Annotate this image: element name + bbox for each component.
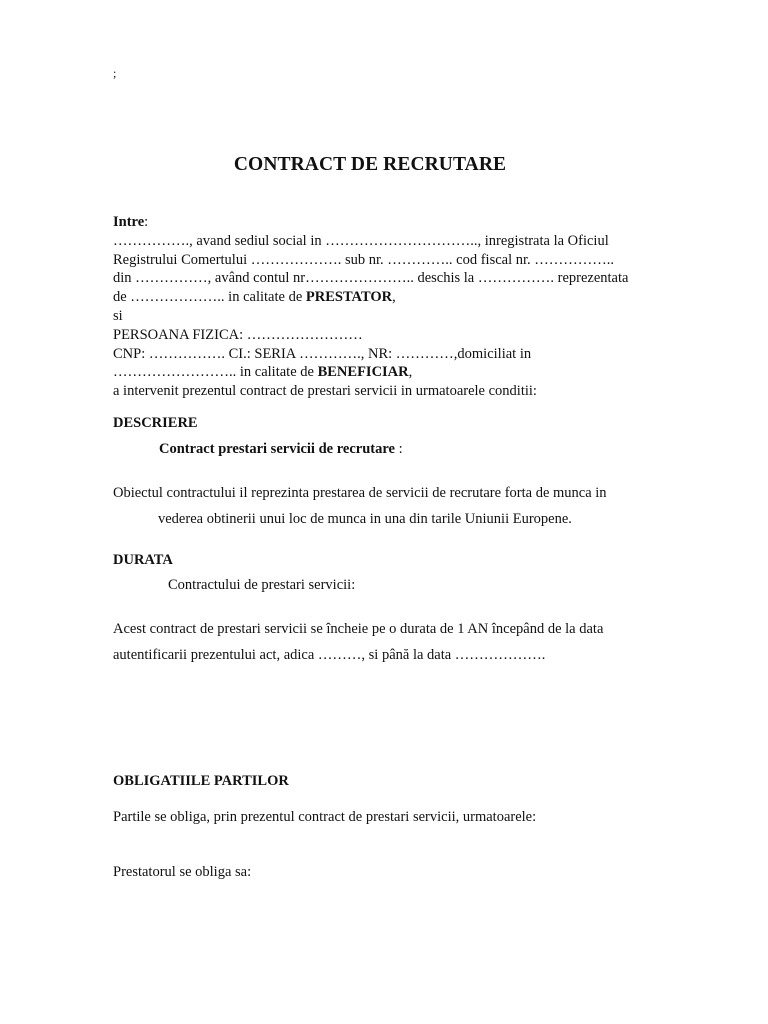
descriere-subheading: [159, 441, 403, 458]
document-title: CONTRACT DE RECRUTARE: [233, 154, 507, 175]
parties-line-3: din ……………, având contul nr………………….. deschis la ……………. reprezentata: [113, 270, 629, 287]
parties-line-1: ……………., avand sediul social in ………………………….., inregistrata la Oficiul: [113, 232, 609, 249]
stray-semicolon: ;: [113, 66, 117, 80]
descriere-heading: DESCRIERE: [113, 415, 198, 431]
parties-line-4-comma: ,: [392, 289, 396, 306]
durata-heading: DURATA: [113, 552, 173, 568]
prestator-obligations-intro: Prestatorul se obliga sa:: [113, 864, 252, 880]
parties-line-5: si: [113, 307, 123, 324]
obligatii-heading: OBLIGATIILE PARTILOR: [113, 773, 289, 789]
descriere-paragraph-line-1: Obiectul contractului il reprezinta prestarea de servicii de recrutare forta de munca in: [113, 485, 607, 501]
intro-colon: :: [144, 214, 149, 230]
parties-line-7: CNP: ……………. CI.: SERIA …………., NR: …………,domiciliat in: [113, 345, 532, 362]
parties-line-8: [113, 363, 628, 382]
durata-paragraph-line-2: autentificarii prezentului act, adica ………, si până la data ……………….: [113, 647, 546, 663]
obligatii-paragraph: Partile se obliga, prin prezentul contract de prestari servicii, urmatoarele:: [113, 809, 537, 825]
durata-subheading: Contractului de prestari servicii:: [168, 577, 356, 593]
descriere-paragraph-line-2: vederea obtinerii unui loc de munca in una din tarile Uniunii Europene.: [158, 511, 572, 527]
parties-line-6: PERSOANA FIZICA: ……………………: [113, 326, 363, 343]
parties-block: [113, 213, 628, 401]
descriere-subheading-text: Contract prestari servicii de recrutare: [159, 441, 395, 457]
parties-line-4-text: de ……………….. in calitate de: [113, 289, 306, 306]
durata-paragraph-line-1: Acest contract de prestari servicii se încheie pe o durata de 1 AN începând de la data: [113, 621, 604, 637]
intro-line: [113, 213, 628, 232]
parties-line-4: [113, 288, 628, 307]
prestator-role: PRESTATOR: [305, 289, 393, 306]
descriere-subheading-colon: :: [394, 441, 403, 457]
parties-line-2: Registrului Comertului ………………. sub nr. ………….. cod fiscal nr. ……………..: [113, 251, 615, 268]
intro-label: Intre: [113, 214, 145, 230]
parties-line-8-text: …………………….. in calitate de: [113, 364, 318, 381]
parties-line-9: a intervenit prezentul contract de prestari servicii in urmatoarele conditii:: [113, 383, 537, 400]
beneficiar-role: BENEFICIAR: [317, 364, 409, 381]
parties-line-8-comma: ,: [408, 364, 413, 381]
